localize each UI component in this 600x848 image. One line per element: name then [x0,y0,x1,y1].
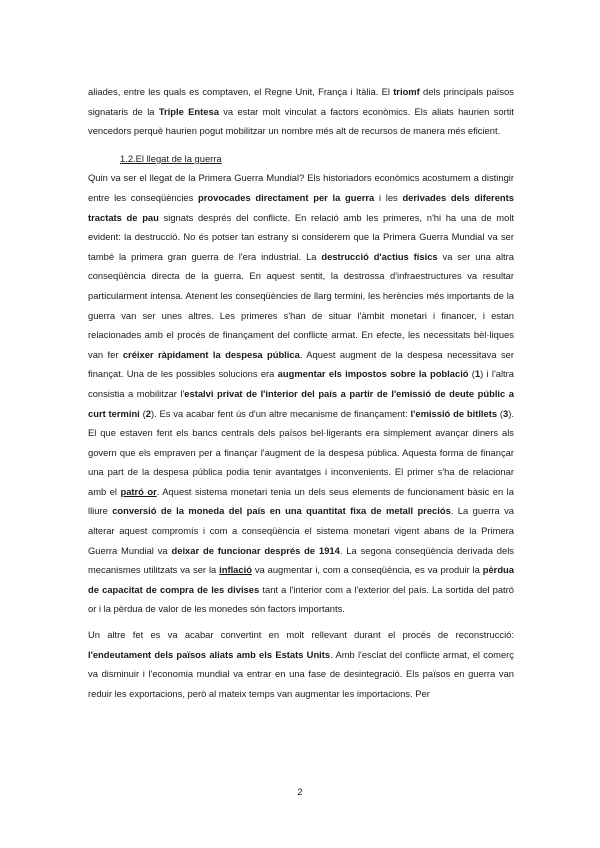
text-run: ) i l'altra consistia a mobilitzar l' [88,368,514,399]
bold-run: créixer ràpidament la despesa pública [122,348,300,360]
text-run: aliades, entre les quals es comptaven, el Regne Unit, França i Itàlia. El [88,86,394,97]
text-run: ). El que estaven fent els bancs centrals dels països bel·ligerants era simplement avançar diners als govern que els empraven per a finançar l'augment de la despesa pública. Aquesta forma de finançar una part de la despesa pública podia tenir avantatges i inconvenients. El primer s'ha de relacionar amb el [88,407,514,497]
text-run: ( [468,368,475,380]
underlined-run: inflació [219,564,252,576]
text-run: dels principals països signataris de la [88,86,514,117]
text-run: ). Es va acabar fent ús d'un altre mecanisme de finançament: [150,407,411,419]
text-run: signats després del conflicte. En relació amb les primeres, n'hi ha una de molt evident: la destrucció. No és potser tan estrany si considerem que la Primera Guerra Mundial va ser també la primera gran guerra de l'era industrial. La [88,211,515,262]
text-run: . Aquest sistema monetari tenia un dels seus elements de funcionament bàsic en la lliure [88,485,514,517]
body-paragraph-2 [88,625,514,703]
text-run: ( [497,407,504,419]
bold-run: estalvi privat de l'interior del país a partir de l'emissió de deute públic a curt termini [88,387,514,419]
text-run: . Amb l'esclat del conflicte armat, el comerç va disminuir i l'economia mundial va entrar en una fase de desintegració. Els països en guerra van reduir les exportacions, però al mateix temps van augmentar les importacions. Per [88,648,514,699]
bold-run: 3 [503,407,509,419]
text-run: va ser una altra conseqüència directa de la guerra. En aquest sentit, la destrossa d'infraestructures va resultar particularment intensa. Atenent les conseqüències de llarg termini, les herències més importants de la guerra van ser unes altres. Les primeres s'han de situar l'àmbit monetari i financer, i estan relacionades amb el procés de finançament del conflicte armat. En efecte, les necessitats bèl·liques van fer [88,250,514,360]
text-run: tant a l'interior com a l'exterior del país. La sortida del patró or i la pèrdua de valor de les monedes són factors importants. [88,583,514,615]
section-number: 1.2. [120,152,136,164]
underlined-run: patró or [120,485,157,497]
bold-run: conversió de la moneda del país en una quantitat fixa de metall preciós [112,505,451,517]
text-run: . La guerra va alterar aquest compromís i com a conseqüència el sistema monetari vigent abans de la Primera Guerra Mundial va [88,505,514,556]
text-run: . Aquest augment de la despesa necessitava ser finançat. Una de les possibles solucions era [88,348,514,380]
bold-run: 2 [145,407,151,419]
section-heading [120,149,514,169]
text-run: va augmentar i, com a conseqüència, es va produir la [251,564,483,576]
bold-run: l'endeutament dels països aliats amb els Estats Units [88,648,331,660]
bold-run: derivades dels diferents tractats de pau [88,191,514,223]
body-paragraph-1 [88,168,514,619]
bold-run: provocades directament per la guerra [198,191,375,203]
page-number: 2 [297,786,303,797]
bold-run: deixar de funcionar després de 1914 [171,544,340,556]
bold-run: l'emissió de bitllets [410,407,498,419]
bold-run: destrucció d'actius físics [321,250,438,262]
section-title: El llegat de la guerra [135,152,222,164]
intro-paragraph [88,82,514,141]
bold-run: Triple Entesa [158,105,219,117]
page-content [88,82,514,703]
text-run: ( [139,407,146,419]
bold-run: 1 [474,368,481,380]
bold-run: augmentar els impostos sobre la població [277,368,469,380]
text-run: Un altre fet es va acabar convertint en molt rellevant durant el procés de reconstrucció: [88,629,514,641]
text-run: . La segona conseqüència derivada dels mecanismes utilitzats va ser la [88,544,514,576]
bold-run: pèrdua de capacitat de compra de les divises [88,564,514,595]
bold-run: triomf [393,86,420,97]
text-run: i les [374,191,403,203]
text-run: va estar molt vinculat a factors econòmics. Els aliats haurien sortit vencedors perquè haurien pogut mobilitzar un nombre més alt de recursos de manera més eficient. [88,105,514,137]
text-run: Quin va ser el llegat de la Primera Guerra Mundial? Els historiadors econòmics acostumem a distingir entre les conseqüències [88,172,514,203]
